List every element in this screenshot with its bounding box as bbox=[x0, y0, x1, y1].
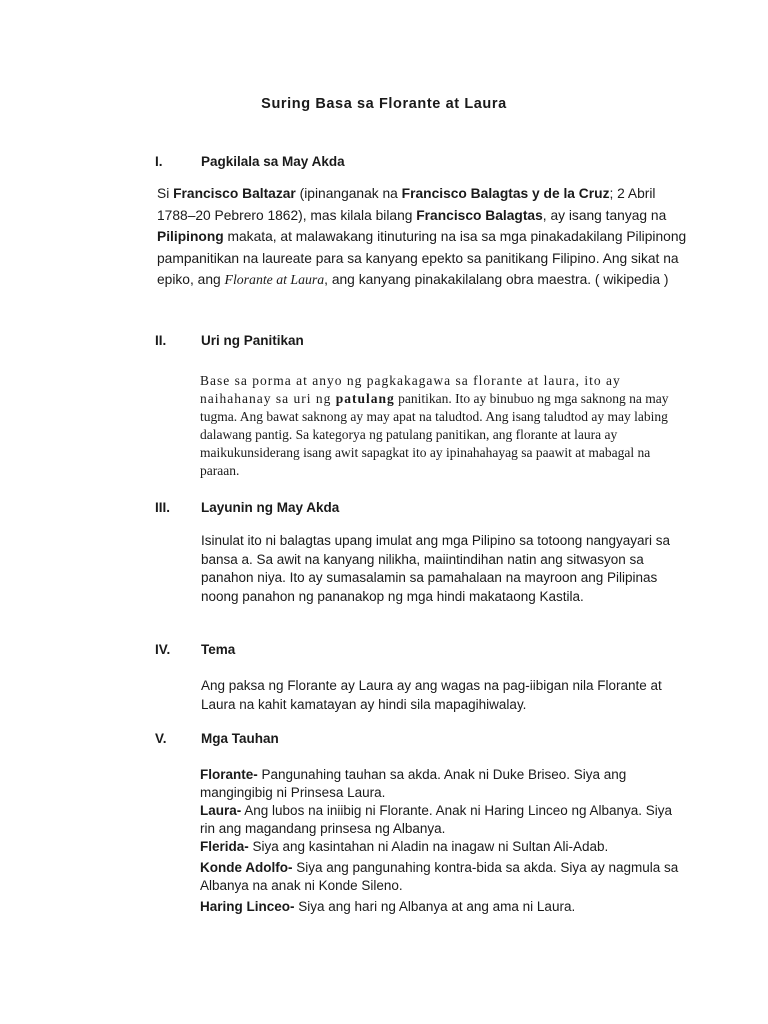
character-name: Konde Adolfo- bbox=[200, 860, 293, 875]
character-description: Siya ang hari ng Albanya at ang ama ni Laura. bbox=[294, 899, 576, 914]
text-run: Base sa porma at anyo ng pagkakagawa sa florante at laura, ito ay naihahanay sa uri ng bbox=[200, 373, 621, 406]
author-full-name: Francisco Balagtas y de la Cruz bbox=[401, 186, 610, 201]
author-pen-name: Francisco Balagtas bbox=[416, 207, 543, 223]
character-name: Haring Linceo- bbox=[200, 899, 295, 914]
text-run: , ay isang tanyag na bbox=[542, 207, 667, 223]
text-run: , ang kanyang pinakakilalang obra maestra. ( wikipedia ) bbox=[324, 272, 669, 287]
document-title: Suring Basa sa Florante at Laura bbox=[261, 96, 507, 112]
section-number: I. bbox=[155, 154, 163, 169]
section-number: IV. bbox=[155, 642, 171, 657]
character-description: Siya ang kasintahan ni Aladin na inagaw ni Sultan Ali-Adab. bbox=[248, 839, 609, 854]
character-entry bbox=[200, 898, 690, 916]
section-4-paragraph: Ang paksa ng Florante ay Laura ay ang wagas na pag-iibigan nila Florante at Laura na kahit kamatayan ay hindi sila mapagihiwalay. bbox=[201, 678, 662, 712]
section-title: Mga Tauhan bbox=[201, 731, 279, 746]
text-run: Si bbox=[157, 186, 174, 201]
text-run: panitikan. Ito ay binubuo ng mga saknong na may tugma. Ang bawat saknong ay may apat na taludtod. Ang isang taludtod ay may labing dalawang pantig. Sa kategorya ng patulang panitikan, ang florante at laura ay maikukunsiderang isang awit sapagkat ito ay ipinahahayag sa paawit at mabagal na paraan. bbox=[200, 391, 669, 478]
text-run: (ipinanganak na bbox=[295, 186, 402, 201]
section-heading-3 bbox=[155, 500, 339, 515]
section-title: Pagkilala sa May Akda bbox=[201, 154, 345, 169]
character-description: Pangunahing tauhan sa akda. Anak ni Duke Briseo. Siya ang mangingibig ni Prinsesa Laura. bbox=[200, 767, 627, 800]
text-run: ; 2 Abril 1788–20 Pebrero 1862), mas kilala bilang bbox=[157, 186, 656, 223]
section-heading-4 bbox=[155, 642, 235, 657]
author-name: Francisco Baltazar bbox=[173, 186, 296, 201]
section-heading-1 bbox=[155, 154, 345, 169]
section-3-paragraph: Isinulat ito ni balagtas upang imulat ang mga Pilipino sa totoong nangyayari sa bansa a. Sa awit na kanyang nilikha, maiintindihan natin ang sitwasyon sa panahon niya. Ito ay sumasalamin sa pamahalaan na mayroon ang Pilipinas noong panahon ng pananakop ng mga hindi makataong Kastila. bbox=[201, 533, 671, 604]
character-entry bbox=[200, 838, 690, 856]
character-list bbox=[200, 766, 690, 916]
character-entry bbox=[200, 766, 690, 802]
section-2-paragraph bbox=[200, 372, 680, 480]
section-heading-5 bbox=[155, 731, 279, 746]
text-run: makata, at malawakang itinuturing na isa sa mga pinakadakilang Pilipinong pampanitikan na laureate para sa kanyang epekto sa panitikang Filipino. Ang sikat na epiko, ang bbox=[157, 229, 687, 287]
section-number: II. bbox=[155, 333, 167, 348]
literature-type: patulang bbox=[335, 391, 395, 406]
character-name: Florante- bbox=[200, 767, 258, 782]
section-1-paragraph bbox=[157, 183, 687, 291]
character-description: Ang lubos na iniibig ni Florante. Anak ni Haring Linceo ng Albanya. Siya rin ang magandang prinsesa ng Albanya. bbox=[200, 803, 673, 836]
section-title: Uri ng Panitikan bbox=[201, 333, 304, 348]
nationality: Pilipinong bbox=[157, 229, 224, 244]
work-title: Florante at Laura bbox=[224, 272, 325, 287]
section-heading-2 bbox=[155, 333, 304, 348]
section-title: Layunin ng May Akda bbox=[201, 500, 340, 515]
character-entry bbox=[200, 802, 690, 838]
section-number: V. bbox=[155, 731, 167, 746]
section-title: Tema bbox=[201, 642, 236, 657]
character-name: Flerida- bbox=[200, 839, 249, 854]
character-entry bbox=[200, 859, 690, 895]
character-name: Laura- bbox=[200, 803, 242, 818]
section-number: III. bbox=[155, 500, 171, 515]
character-description: Siya ang pangunahing kontra-bida sa akda. Siya ay nagmula sa Albanya na anak ni Konde Sileno. bbox=[200, 860, 679, 893]
